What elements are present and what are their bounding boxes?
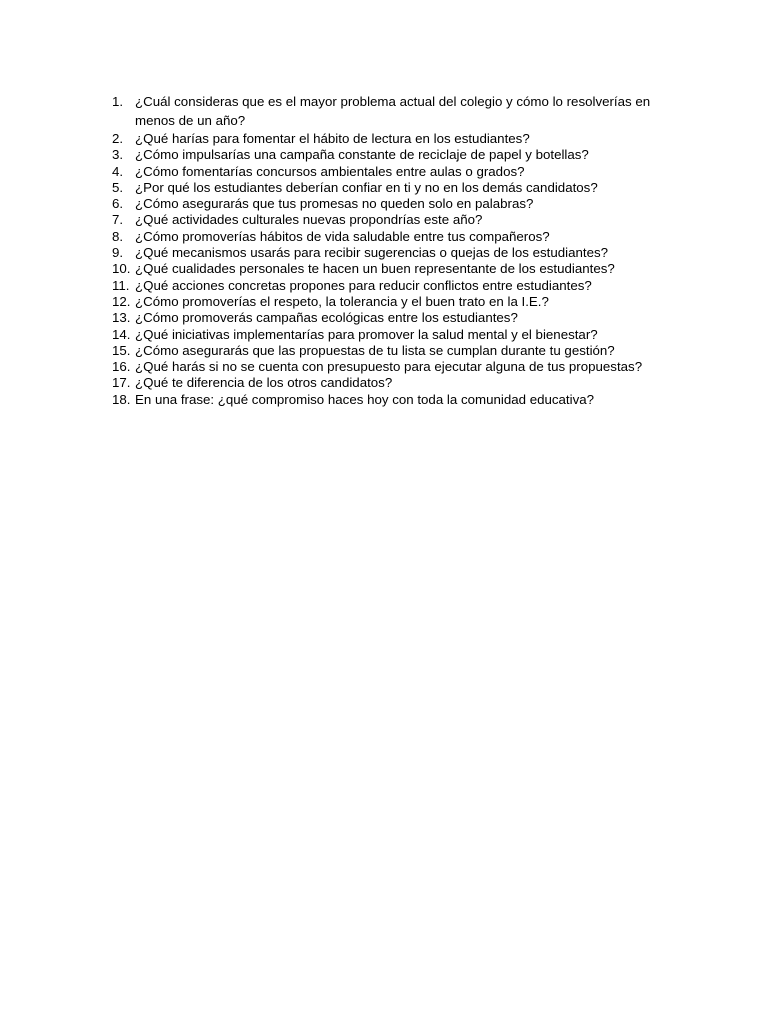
question-item <box>112 92 682 130</box>
question-text: ¿Cómo fomentarías concursos ambientales entre aulas o grados? <box>135 163 525 179</box>
question-text: ¿Cómo impulsarías una campaña constante de reciclaje de papel y botellas? <box>135 147 589 163</box>
question-text: ¿Qué te diferencia de los otros candidatos? <box>135 375 393 391</box>
question-number: 7. <box>112 212 124 228</box>
question-number: 11. <box>112 277 130 293</box>
question-item <box>112 229 682 245</box>
question-text: ¿Qué acciones concretas propones para reducir conflictos entre estudiantes? <box>135 277 592 293</box>
question-text: ¿Cómo asegurarás que las propuestas de tu lista se cumplan durante tu gestión? <box>135 342 615 358</box>
question-number: 9. <box>112 245 124 261</box>
question-item <box>112 343 682 359</box>
question-item <box>112 261 682 277</box>
question-item <box>112 245 682 261</box>
question-item <box>112 278 682 294</box>
question-item <box>112 131 682 147</box>
question-text: ¿Cómo promoverás campañas ecológicas entre los estudiantes? <box>135 310 518 326</box>
question-number: 2. <box>112 131 124 146</box>
question-item <box>112 327 682 343</box>
question-item <box>112 180 682 196</box>
question-number: 10. <box>112 261 131 277</box>
question-item <box>112 310 682 326</box>
question-number: 17. <box>112 375 131 391</box>
question-item <box>112 294 682 310</box>
question-text: ¿Cómo promoverías el respeto, la tolerancia y el buen trato en la I.E.? <box>135 293 549 309</box>
question-text: ¿Cuál consideras que es el mayor problema actual del colegio y cómo lo resolverías en menos de un año? <box>135 94 651 128</box>
question-item <box>112 212 682 228</box>
question-number: 4. <box>112 163 124 179</box>
question-number: 6. <box>112 196 124 212</box>
question-item <box>112 392 682 408</box>
question-text: ¿Qué harás si no se cuenta con presupuesto para ejecutar alguna de tus propuestas? <box>135 359 643 375</box>
question-item <box>112 196 682 212</box>
question-number: 18. <box>112 391 131 407</box>
question-number: 5. <box>112 179 124 195</box>
question-number: 14. <box>112 326 131 342</box>
question-number: 12. <box>112 293 131 309</box>
question-number: 13. <box>112 310 131 326</box>
question-text: ¿Cómo promoverías hábitos de vida saludable entre tus compañeros? <box>135 228 550 244</box>
question-text: ¿Qué harías para fomentar el hábito de lectura en los estudiantes? <box>135 131 530 146</box>
question-number: 8. <box>112 228 124 244</box>
question-number: 3. <box>112 147 124 163</box>
question-text: ¿Cómo asegurarás que tus promesas no queden solo en palabras? <box>135 196 534 212</box>
question-text: ¿Qué cualidades personales te hacen un buen representante de los estudiantes? <box>135 261 615 277</box>
question-item <box>112 359 682 375</box>
question-text: ¿Qué iniciativas implementarías para promover la salud mental y el bienestar? <box>135 326 598 342</box>
question-item <box>112 147 682 163</box>
question-item <box>112 164 682 180</box>
question-number: 15. <box>112 342 131 358</box>
question-text: ¿Qué mecanismos usarás para recibir sugerencias o quejas de los estudiantes? <box>135 245 609 261</box>
question-text: ¿Por qué los estudiantes deberían confiar en ti y no en los demás candidatos? <box>135 179 598 195</box>
question-list <box>112 92 682 408</box>
question-number: 1. <box>112 94 124 109</box>
question-text: En una frase: ¿qué compromiso haces hoy con toda la comunidad educativa? <box>135 391 595 407</box>
question-number: 16. <box>112 359 131 375</box>
question-item <box>112 375 682 391</box>
question-text: ¿Qué actividades culturales nuevas propondrías este año? <box>135 212 483 228</box>
